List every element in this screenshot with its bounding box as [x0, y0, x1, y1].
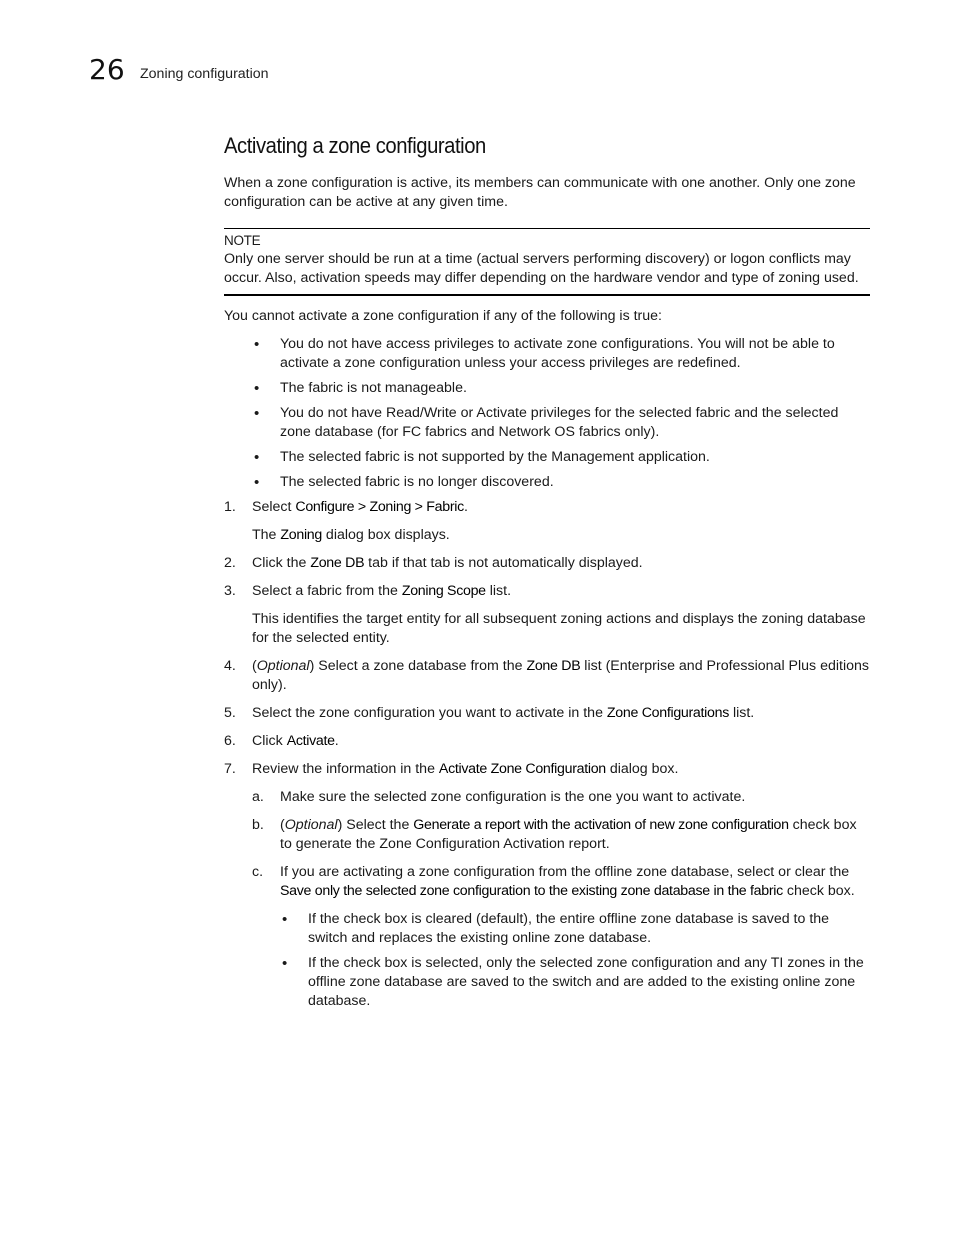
step-text: Make sure the selected zone configuration is the one you want to activate.: [280, 789, 746, 805]
intro-paragraph: When a zone configuration is active, its members can communicate with one another. Only one zone configuration can be active at any given time.: [224, 175, 856, 210]
list-item: • The selected fabric is not supported by the Management application.: [224, 448, 870, 467]
ui-reference: Zoning Scope: [401, 583, 486, 599]
step-number: 2.: [224, 555, 236, 571]
ui-reference: Zone DB: [310, 555, 365, 571]
step-text: Select a fabric from the: [252, 583, 402, 599]
step-text: list (Enterprise and Professional Plus editions only).: [252, 658, 869, 693]
list-item: • The fabric is not manageable.: [224, 379, 870, 398]
step-7: [224, 760, 870, 1011]
note-label: NOTE: [224, 233, 261, 248]
step-number: 4.: [224, 658, 236, 674]
chapter-title: Zoning configuration: [140, 66, 269, 82]
step-text: list.: [729, 705, 755, 721]
list-item: • If the check box is selected, only the selected zone configuration and any TI zones in the offline zone database are saved to the switch and are added to the existing online zone database.: [280, 954, 870, 1011]
step-text: ) Select the: [337, 817, 414, 833]
step-number: 5.: [224, 705, 236, 721]
step-number: c.: [252, 864, 264, 880]
step-text: Click: [252, 733, 287, 749]
ui-reference: Configure > Zoning > Fabric: [295, 499, 464, 515]
ui-reference: Save only the selected zone configuration to the existing zone database in the fabric: [280, 883, 783, 899]
step-3: [224, 582, 870, 648]
step-text: check box.: [782, 883, 855, 899]
step-text: .: [463, 499, 468, 515]
page-content: [224, 130, 870, 1020]
optional-label: Optional: [284, 817, 338, 833]
step-text: tab if that tab is not automatically displayed.: [364, 555, 643, 571]
step-text: Select: [252, 499, 296, 515]
list-item: • The selected fabric is no longer discovered.: [224, 473, 870, 492]
step-number: b.: [252, 817, 264, 833]
step-text: If you are activating a zone configuration from the offline zone database, select or clear the: [280, 864, 850, 880]
ui-reference: Activate Zone Configuration: [438, 761, 606, 777]
step-text: dialog box.: [605, 761, 679, 777]
note-text: Only one server should be run at a time (actual servers performing discovery) or logon conflicts may occur. Also, activation speeds may differ depending on the hardware vendor and type of zoning used.: [224, 251, 859, 286]
step-number: 3.: [224, 583, 236, 599]
step-text: The: [252, 527, 281, 543]
step-text: .: [334, 733, 339, 749]
chapter-number: 26: [89, 53, 125, 86]
procedure-steps: [224, 498, 870, 1011]
step-number: a.: [252, 789, 264, 805]
ui-reference: Zone DB: [526, 658, 581, 674]
step-number: 1.: [224, 499, 236, 515]
note-box: [224, 228, 870, 296]
step-text: check box to generate the Zone Configuration Activation report.: [280, 817, 857, 852]
step-4: [224, 657, 870, 695]
step-result: [252, 526, 870, 545]
step-number: 6.: [224, 733, 236, 749]
substep-c: [252, 863, 870, 1011]
step-text: (: [280, 817, 285, 833]
ui-reference: Zone Configurations: [606, 705, 729, 721]
optional-label: Optional: [256, 658, 310, 674]
step-1: [224, 498, 870, 545]
step-text: dialog box displays.: [321, 527, 450, 543]
step-text: Review the information in the: [252, 761, 439, 777]
substeps: [252, 788, 870, 1011]
conditions-list: [224, 335, 870, 492]
conditions-lead: You cannot activate a zone configuration if any of the following is true:: [224, 308, 662, 324]
ui-reference: Activate: [286, 733, 335, 749]
step-text: (: [252, 658, 257, 674]
step-6: [224, 732, 870, 751]
step-text: Click the: [252, 555, 311, 571]
ui-reference: Zoning: [280, 527, 322, 543]
step-2: [224, 554, 870, 573]
list-item: • If the check box is cleared (default), the entire offline zone database is saved to the switch and replaces the existing online zone database.: [280, 910, 870, 948]
step-text: ) Select a zone database from the: [309, 658, 527, 674]
step-text: Select the zone configuration you want to activate in the: [252, 705, 607, 721]
list-item: • You do not have access privileges to activate zone configurations. You will not be able to activate a zone configuration unless your access privileges are redefined.: [224, 335, 870, 373]
step-result: This identifies the target entity for all subsequent zoning actions and displays the zoning database for the selected entity.: [252, 611, 866, 646]
substep-a: [252, 788, 870, 807]
substep-c-bullets: [280, 910, 870, 1011]
list-item: • You do not have Read/Write or Activate privileges for the selected fabric and the selected zone database (for FC fabrics and Network OS fabrics only).: [224, 404, 870, 442]
section-title: Activating a zone configuration: [224, 133, 486, 158]
step-number: 7.: [224, 761, 236, 777]
substep-b: [252, 816, 870, 854]
step-5: [224, 704, 870, 723]
step-text: list.: [485, 583, 512, 599]
ui-reference: Generate a report with the activation of new zone configuration: [413, 817, 789, 833]
